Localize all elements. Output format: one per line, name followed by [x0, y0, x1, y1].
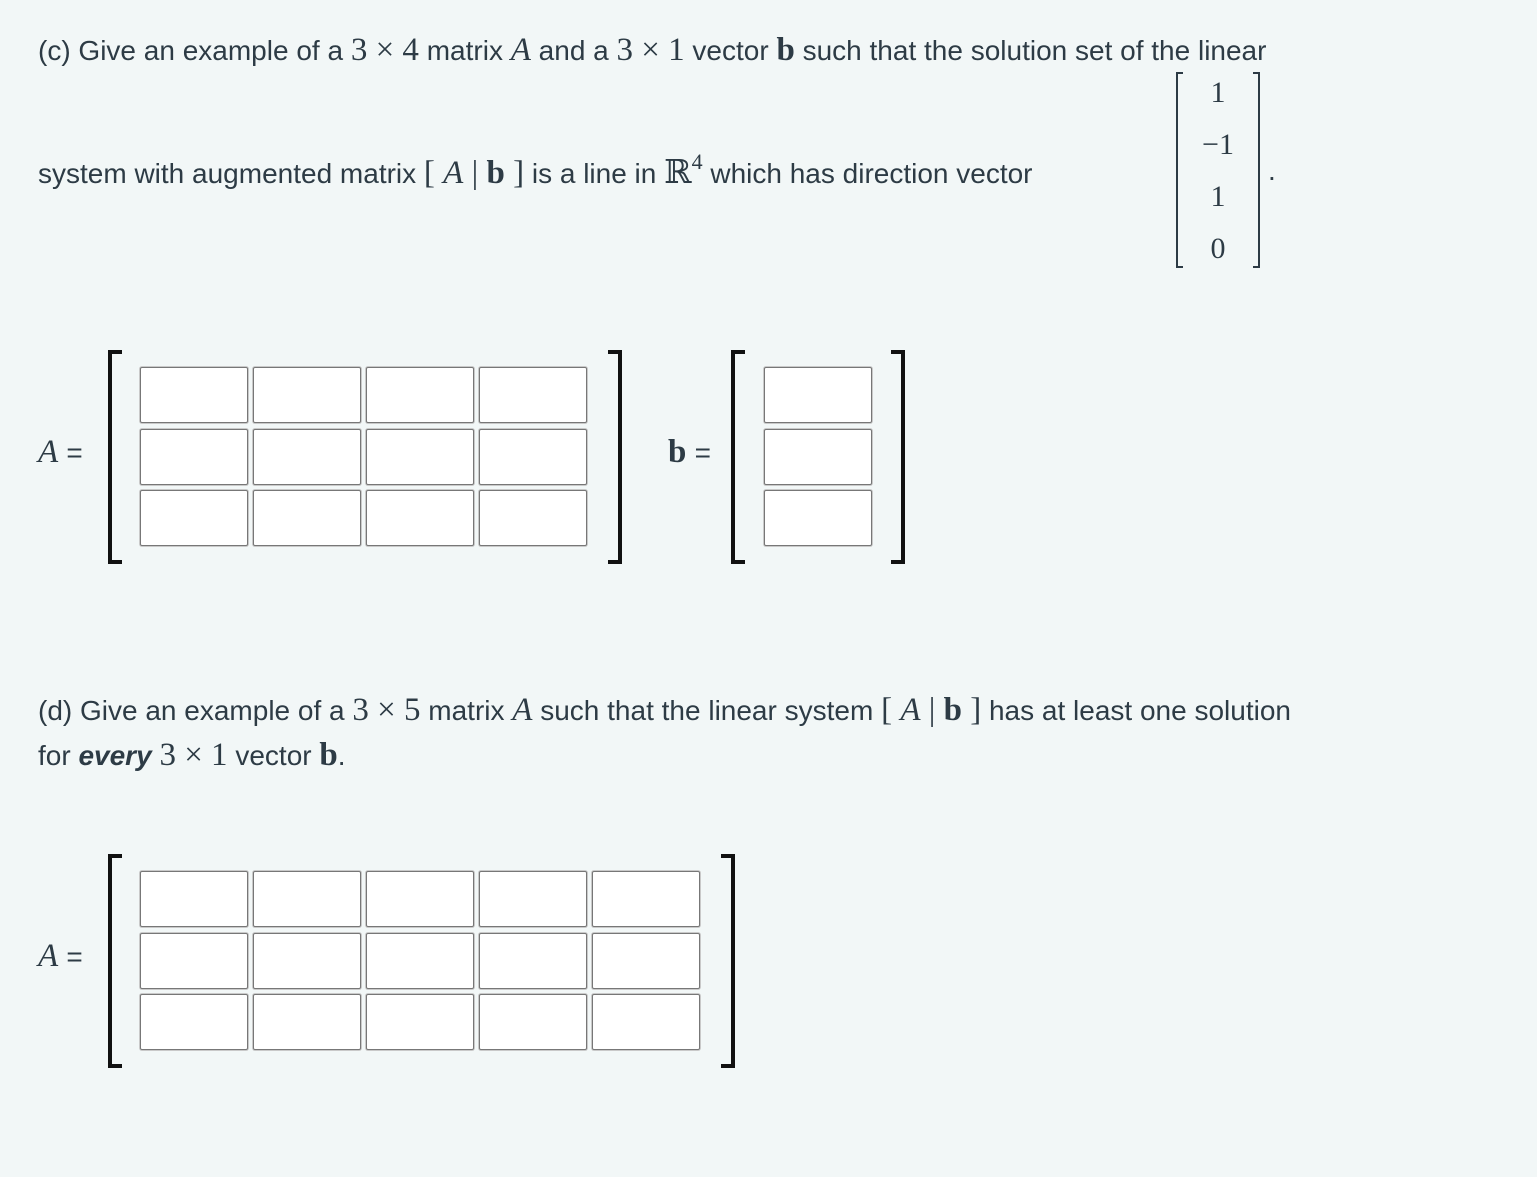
part-d-a-cell-r1c2[interactable]: [253, 871, 361, 927]
part-d-mid1: matrix: [420, 695, 513, 726]
part-d-a-cell-r1c1[interactable]: [140, 871, 248, 927]
part-d-a-cell-r1c5[interactable]: [592, 871, 700, 927]
part-c-vector-b-right-bracket: [891, 350, 905, 564]
part-c-line2-suffix: which has direction vector: [702, 158, 1033, 189]
part-d-aug-close-bracket: ]: [961, 692, 982, 728]
part-c-prefix: (c) Give an example of a: [38, 35, 351, 66]
part-d-prompt-line1: [38, 692, 1291, 729]
part-d-mid2: such that the linear system: [532, 695, 882, 726]
part-c-a-cell-r3c3[interactable]: [366, 490, 474, 546]
part-d-a-cell-r3c4[interactable]: [479, 994, 587, 1050]
direction-vector-entry-1: 1: [1210, 76, 1226, 109]
part-d-matrix-a-var: A: [38, 938, 59, 974]
part-d-matrix-a-right-bracket: [721, 854, 735, 1068]
aug-var-b: b: [486, 155, 505, 191]
part-c-a-cell-r1c4[interactable]: [479, 367, 587, 423]
part-d-prefix: (d) Give an example of a: [38, 695, 353, 726]
part-c-a-cell-r3c1[interactable]: [140, 490, 248, 546]
aug-open-bracket: [: [423, 155, 444, 191]
part-c-matrix-a-equals: =: [66, 437, 83, 468]
part-c-a-cell-r1c1[interactable]: [140, 367, 248, 423]
real-space-symbol: ℝ: [664, 155, 692, 191]
part-d-aug-var-a: A: [900, 692, 921, 728]
part-d-matrix-a-equals: =: [66, 941, 83, 972]
part-d-var-b: b: [319, 737, 338, 773]
part-c-a-cell-r3c2[interactable]: [253, 490, 361, 546]
direction-vector-right-bracket: [1253, 72, 1260, 268]
aug-var-a: A: [443, 155, 464, 191]
part-c-a-cell-r2c2[interactable]: [253, 429, 361, 485]
part-d-a-cell-r2c1[interactable]: [140, 933, 248, 989]
part-c-mid2: and a: [530, 35, 617, 66]
part-d-a-cell-r1c4[interactable]: [479, 871, 587, 927]
part-d-matrix-a-label: [38, 938, 83, 975]
part-c-line2-mid: is a line in: [524, 158, 665, 189]
part-c-a-cell-r2c1[interactable]: [140, 429, 248, 485]
direction-vector-entry-2: −1: [1202, 128, 1234, 161]
part-d-period: .: [337, 740, 346, 771]
part-d-a-cell-r2c2[interactable]: [253, 933, 361, 989]
part-c-a-cell-r1c3[interactable]: [366, 367, 474, 423]
part-d-var-a: A: [512, 692, 533, 728]
part-d-a-cell-r3c3[interactable]: [366, 994, 474, 1050]
part-c-vector-b-var: b: [668, 434, 687, 470]
part-c-var-b: b: [776, 32, 795, 68]
real-space-exponent: 4: [691, 149, 703, 174]
part-c-vector-b-left-bracket: [731, 350, 745, 564]
part-d-a-cell-r2c4[interactable]: [479, 933, 587, 989]
part-d-emphasis-every: every: [78, 740, 152, 771]
part-c-vector-b-label: [668, 434, 711, 471]
aug-close-bracket: ]: [504, 155, 525, 191]
direction-vector: [1176, 72, 1260, 268]
aug-bar: |: [463, 155, 487, 191]
part-d-aug-open-bracket: [: [881, 692, 901, 728]
part-d-matrix-a-left-bracket: [108, 854, 122, 1068]
part-c-matrix-a-left-bracket: [108, 350, 122, 564]
part-d-prompt-line2: [38, 737, 346, 774]
part-d-line2-prefix: for: [38, 740, 79, 771]
part-d-aug-var-b: b: [943, 692, 962, 728]
part-c-mid1: matrix: [418, 35, 511, 66]
part-c-matrix-a-right-bracket: [608, 350, 622, 564]
part-c-prompt-line2: [38, 149, 1033, 192]
part-c-line2-prefix: system with augmented matrix: [38, 158, 424, 189]
part-c-mid3: vector: [684, 35, 777, 66]
part-c-vector-b-equals: =: [694, 437, 711, 468]
part-c-a-cell-r1c2[interactable]: [253, 367, 361, 423]
part-c-a-cell-r2c3[interactable]: [366, 429, 474, 485]
part-d-a-cell-r2c3[interactable]: [366, 933, 474, 989]
part-c-b-cell-r2[interactable]: [764, 429, 872, 485]
part-d-dim-b: 3 × 1: [159, 737, 228, 773]
direction-vector-entry-4: 0: [1210, 232, 1226, 265]
part-c-prompt-line1: [38, 32, 1266, 69]
part-c-a-cell-r2c4[interactable]: [479, 429, 587, 485]
part-c-suffix: such that the solution set of the linear: [794, 35, 1267, 66]
part-c-matrix-a-var: A: [38, 434, 59, 470]
part-d-a-cell-r3c5[interactable]: [592, 994, 700, 1050]
part-d-a-cell-r3c1[interactable]: [140, 994, 248, 1050]
part-c-matrix-a-label: [38, 434, 83, 471]
part-c-b-cell-r1[interactable]: [764, 367, 872, 423]
part-c-dim-b: 3 × 1: [616, 32, 685, 68]
part-d-aug-bar: |: [920, 692, 944, 728]
direction-vector-entry-3: 1: [1210, 180, 1226, 213]
direction-vector-period: .: [1268, 155, 1276, 186]
part-d-a-cell-r3c2[interactable]: [253, 994, 361, 1050]
part-c-a-cell-r3c4[interactable]: [479, 490, 587, 546]
part-c-var-a: A: [510, 32, 531, 68]
part-d-suffix: has at least one solution: [981, 695, 1291, 726]
part-d-line2-mid: vector: [227, 740, 320, 771]
part-c-b-cell-r3[interactable]: [764, 490, 872, 546]
part-d-a-cell-r2c5[interactable]: [592, 933, 700, 989]
part-d-dim-a: 3 × 5: [352, 692, 421, 728]
part-c-dim-a: 3 × 4: [350, 32, 419, 68]
part-d-a-cell-r1c3[interactable]: [366, 871, 474, 927]
